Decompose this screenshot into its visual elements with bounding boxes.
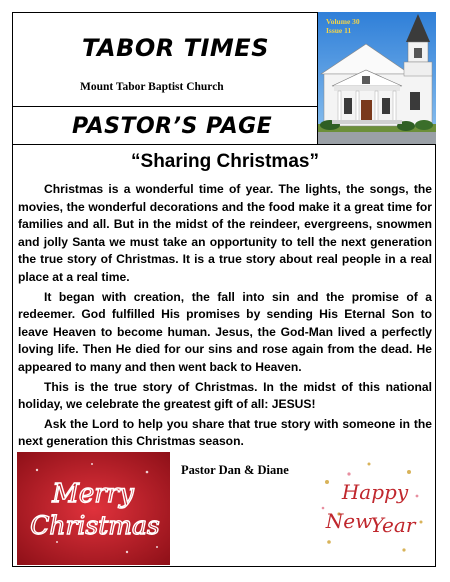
paragraph: This is the true story of Christmas. In the midst of this national holiday, we celebrate the greatest gift of all: JESUS!: [18, 379, 432, 412]
happy-new-year-image: [309, 452, 435, 565]
church-name: Mount Tabor Baptist Church: [80, 81, 224, 93]
merry-text: Merry: [52, 479, 134, 509]
section-title: PASTOR’S PAGE: [72, 114, 273, 139]
volume-issue: [326, 17, 360, 35]
paragraph: Christmas is a wonderful time of year. The lights, the songs, the movies, the wonderful decorations and the food make it a great time for families and all. But in the midst of the reindeer, evergreens, snowmen and jolly Santa we must take an opportunity to tell the next generation the true story of Christmas. It is a true story about real people in a real place at a real time.: [18, 182, 432, 284]
paragraph: It began with creation, the fall into sin and the promise of a redeemer. God fulfilled His promises by sending His Eternal Son to leave Heaven to become human. Jesus, the God-Man lived a perfectly loving life. Then He died for our sins and rose again from the dead. He appeared to many and then went back to Heaven.: [18, 289, 432, 374]
happy-text: Happy: [341, 480, 409, 504]
signature: Pastor Dan & Diane: [181, 463, 289, 477]
volume-label: Volume 30: [326, 17, 360, 26]
christmas-text: Christmas: [30, 511, 160, 540]
divider: [12, 144, 436, 145]
article-heading: “Sharing Christmas”: [131, 151, 319, 172]
merry-christmas-image: [17, 452, 170, 565]
year-text: Year: [370, 513, 416, 537]
paragraph: Ask the Lord to help you share that true story with someone in the next generation this Christmas season.: [18, 416, 432, 449]
issue-label: Issue 11: [326, 26, 352, 35]
new-text: New: [325, 509, 373, 533]
article-body: [18, 181, 432, 453]
newsletter-title: TABOR TIMES: [82, 34, 269, 62]
church-photo: [318, 12, 436, 145]
